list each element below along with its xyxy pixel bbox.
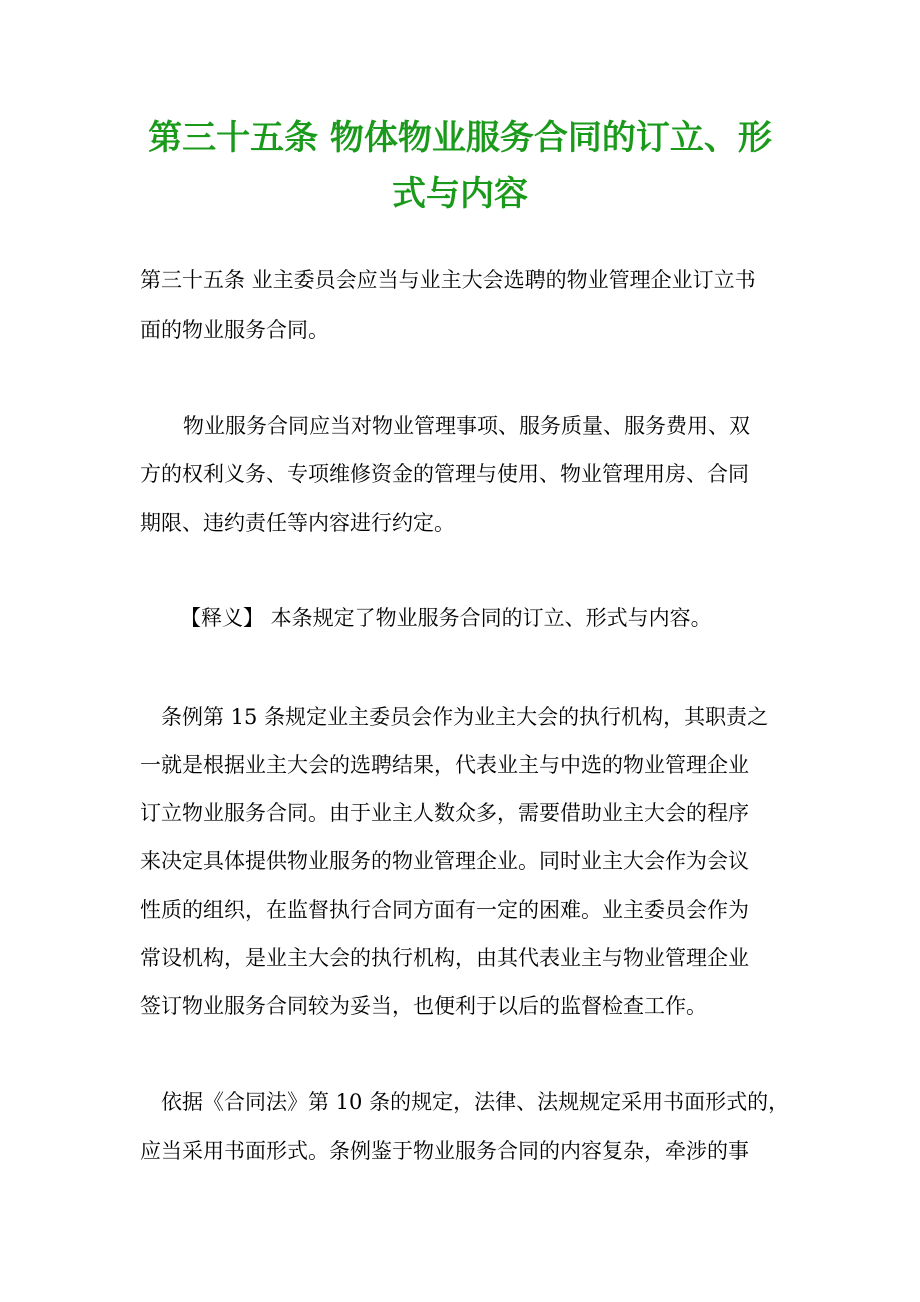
paragraph-4-line-7: 签订物业服务合同较为妥当，也便利于以后的监督检查工作。 (140, 994, 707, 1018)
document-title (130, 110, 790, 222)
paragraph-2-line-2: 方的权利义务、专项维修资金的管理与使用、物业管理用房、合同 (140, 462, 749, 486)
title-line-2: 式与内容 (392, 174, 528, 214)
paragraph-4-line-1: 条例第 15 条规定业主委员会作为业主大会的执行机构，其职责之 (161, 705, 769, 729)
paragraph-4-line-2: 一就是根据业主大会的选聘结果，代表业主与中选的物业管理企业 (140, 753, 749, 777)
paragraph-5-line-1: 依据《合同法》第 10 条的规定，法律、法规规定采用书面形式的， (161, 1090, 790, 1114)
paragraph-3-line-1: 【释义】 本条规定了物业服务合同的订立、形式与内容。 (180, 606, 712, 630)
paragraph-5-line-2: 应当采用书面形式。条例鉴于物业服务合同的内容复杂，牵涉的事 (140, 1139, 749, 1163)
paragraph-2-line-3: 期限、违约责任等内容进行约定。 (140, 511, 455, 535)
paragraph-1-line-1: 第三十五条 业主委员会应当与业主大会选聘的物业管理企业订立书 (140, 268, 756, 292)
paragraph-4-line-5: 性质的组织，在监督执行合同方面有一定的困难。业主委员会作为 (140, 898, 749, 922)
paragraph-2-line-1: 物业服务合同应当对物业管理事项、服务质量、服务费用、双 (183, 414, 750, 438)
paragraph-4-line-3: 订立物业服务合同。由于业主人数众多，需要借助业主大会的程序 (140, 801, 749, 825)
paragraph-1-line-2: 面的物业服务合同。 (140, 318, 329, 342)
paragraph-4-line-6: 常设机构，是业主大会的执行机构，由其代表业主与物业管理企业 (140, 946, 749, 970)
paragraph-4-line-4: 来决定具体提供物业服务的物业管理企业。同时业主大会作为会议 (140, 849, 749, 873)
title-line-1: 第三十五条 物体物业服务合同的订立、形 (148, 118, 772, 158)
